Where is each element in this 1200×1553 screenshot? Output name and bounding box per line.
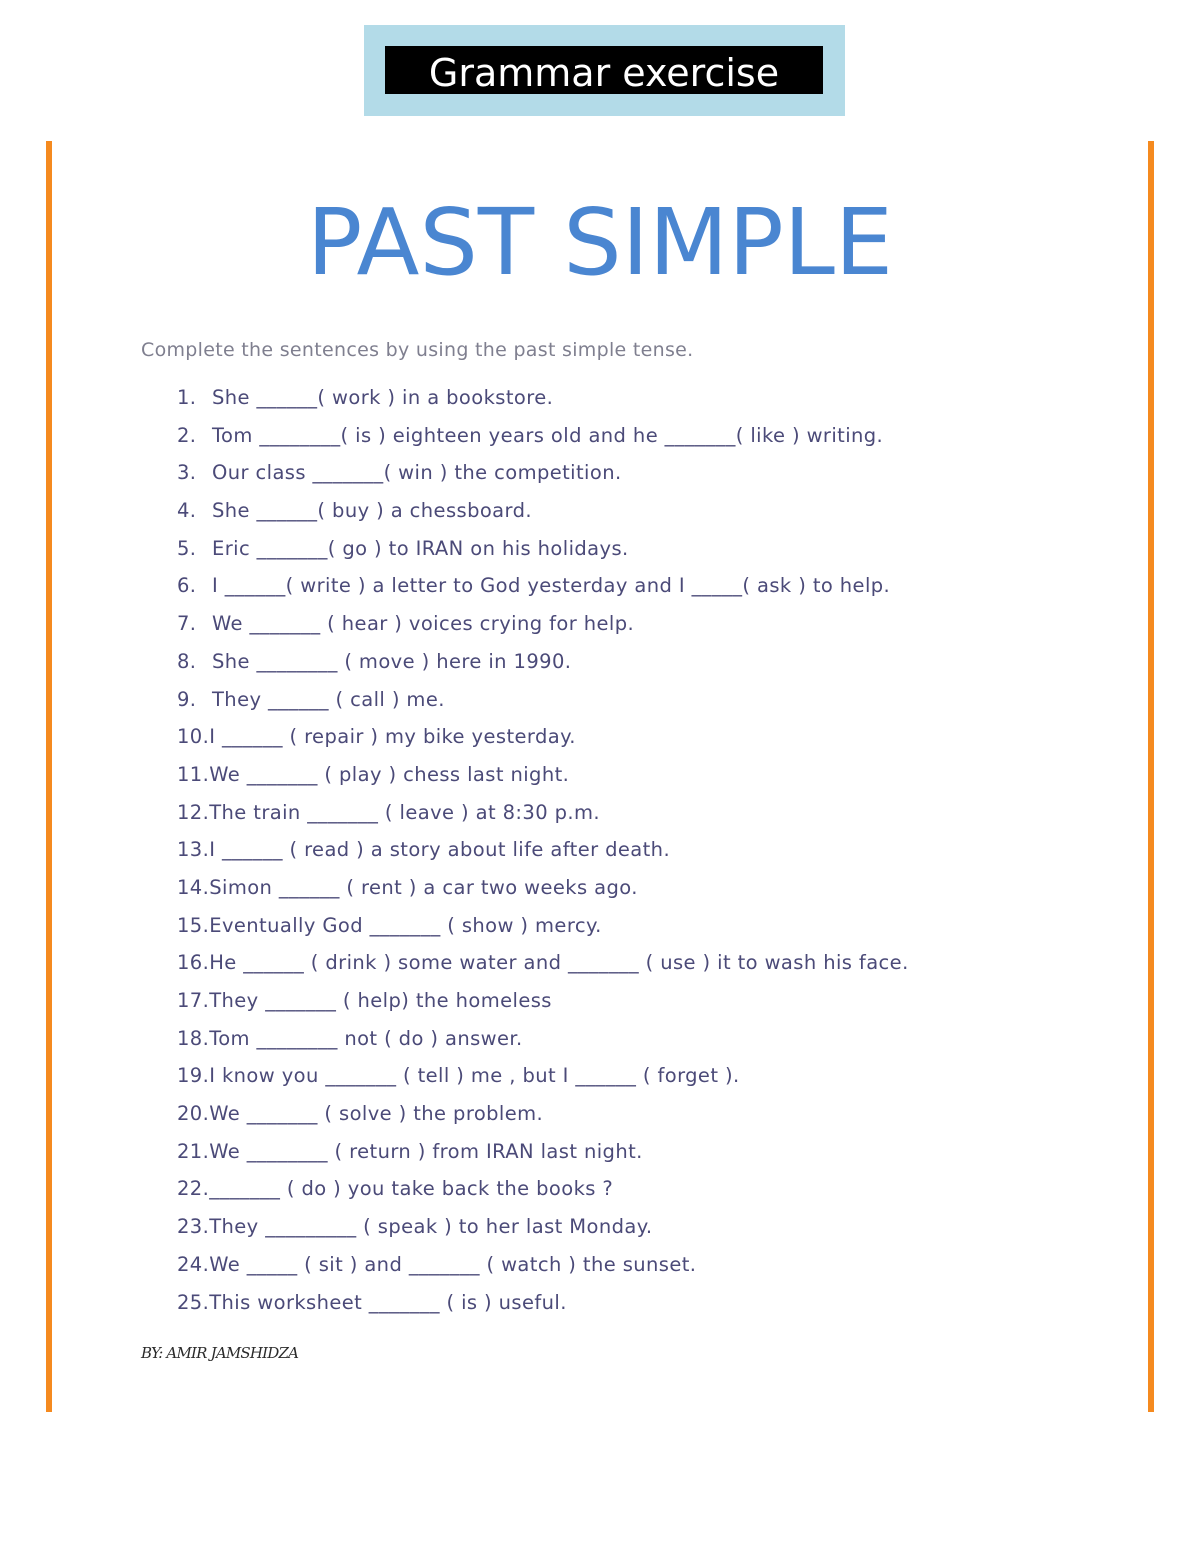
exercise-sentence: Eventually God _______ ( show ) mercy. bbox=[209, 913, 602, 937]
exercise-sentence: Tom ________ not ( do ) answer. bbox=[209, 1026, 523, 1050]
exercise-item bbox=[177, 1174, 909, 1212]
exercise-sentence: Eric _______( go ) to IRAN on his holidays. bbox=[212, 536, 629, 560]
left-border-line bbox=[46, 141, 52, 1412]
exercise-sentence: Tom ________( is ) eighteen years old and he _______( like ) writing. bbox=[212, 423, 884, 447]
exercise-sentence: We _______ ( hear ) voices crying for help. bbox=[212, 612, 635, 636]
exercise-number: 25. bbox=[177, 1290, 210, 1314]
exercise-item bbox=[177, 873, 909, 911]
exercise-sentence: The train _______ ( leave ) at 8:30 p.m. bbox=[209, 800, 600, 824]
exercise-item bbox=[177, 798, 909, 836]
exercise-number: 19. bbox=[177, 1064, 210, 1088]
exercise-sentence: We _______ ( play ) chess last night. bbox=[209, 762, 570, 786]
exercise-number: 8. bbox=[177, 649, 197, 673]
exercise-sentence: They ______ ( call ) me. bbox=[212, 687, 445, 711]
exercise-number: 7. bbox=[177, 612, 197, 636]
exercise-list bbox=[177, 383, 909, 1325]
exercise-sentence: She ______( buy ) a chessboard. bbox=[212, 499, 532, 523]
exercise-item bbox=[177, 571, 909, 609]
exercise-number: 11. bbox=[177, 762, 210, 786]
exercise-sentence: I ______ ( read ) a story about life after death. bbox=[209, 838, 671, 862]
exercise-item bbox=[177, 496, 909, 534]
exercise-sentence: _______ ( do ) you take back the books ? bbox=[209, 1177, 614, 1201]
exercise-item bbox=[177, 760, 909, 798]
exercise-item bbox=[177, 1212, 909, 1250]
exercise-number: 1. bbox=[177, 386, 197, 409]
exercise-item bbox=[177, 986, 909, 1024]
exercise-sentence: She ______( work ) in a bookstore. bbox=[212, 386, 554, 409]
exercise-number: 10. bbox=[177, 725, 210, 749]
exercise-sentence: I ______( write ) a letter to God yesterday and I _____( ask ) to help. bbox=[212, 574, 891, 598]
exercise-number: 16. bbox=[177, 951, 210, 975]
exercise-item bbox=[177, 458, 909, 496]
exercise-item bbox=[177, 1250, 909, 1288]
exercise-item bbox=[177, 1099, 909, 1137]
exercise-number: 3. bbox=[177, 461, 197, 485]
exercise-item bbox=[177, 1061, 909, 1099]
exercise-number: 15. bbox=[177, 913, 210, 937]
exercise-number: 20. bbox=[177, 1102, 210, 1126]
header-title: Grammar exercise bbox=[385, 46, 823, 94]
exercise-item bbox=[177, 609, 909, 647]
exercise-item bbox=[177, 722, 909, 760]
exercise-number: 5. bbox=[177, 536, 197, 560]
exercise-number: 17. bbox=[177, 989, 210, 1012]
exercise-sentence: They _________ ( speak ) to her last Monday. bbox=[209, 1215, 653, 1239]
exercise-sentence: Our class _______( win ) the competition. bbox=[212, 461, 622, 485]
exercise-item bbox=[177, 647, 909, 685]
exercise-sentence: This worksheet _______ ( is ) useful. bbox=[209, 1290, 567, 1314]
exercise-item bbox=[177, 383, 909, 421]
exercise-number: 22. bbox=[177, 1177, 210, 1201]
exercise-sentence: I know you _______ ( tell ) me , but I ______ ( forget ). bbox=[209, 1064, 740, 1088]
exercise-number: 4. bbox=[177, 499, 197, 523]
exercise-number: 24. bbox=[177, 1252, 210, 1276]
exercise-number: 18. bbox=[177, 1026, 210, 1050]
exercise-number: 2. bbox=[177, 423, 197, 447]
author-signature: BY: AMIR JAMSHIDZA bbox=[141, 1344, 299, 1362]
exercise-item bbox=[177, 1024, 909, 1062]
exercise-item bbox=[177, 534, 909, 572]
exercise-item bbox=[177, 911, 909, 949]
exercise-item bbox=[177, 1137, 909, 1175]
exercise-sentence: We _______ ( solve ) the problem. bbox=[209, 1102, 544, 1126]
exercise-sentence: They _______ ( help) the homeless bbox=[209, 989, 552, 1012]
exercise-item bbox=[177, 421, 909, 459]
exercise-number: 12. bbox=[177, 800, 210, 824]
exercise-item bbox=[177, 948, 909, 986]
exercise-sentence: We _____ ( sit ) and _______ ( watch ) the sunset. bbox=[209, 1252, 697, 1276]
exercise-item bbox=[177, 1288, 909, 1326]
page-title: PAST SIMPLE bbox=[306, 189, 894, 296]
exercise-number: 13. bbox=[177, 838, 210, 862]
exercise-sentence: He ______ ( drink ) some water and _______ ( use ) it to wash his face. bbox=[209, 951, 909, 975]
exercise-item bbox=[177, 685, 909, 723]
instructions-text: Complete the sentences by using the past simple tense. bbox=[141, 339, 694, 361]
exercise-number: 14. bbox=[177, 875, 210, 899]
exercise-number: 23. bbox=[177, 1215, 210, 1239]
exercise-number: 6. bbox=[177, 574, 197, 598]
exercise-sentence: We ________ ( return ) from IRAN last night. bbox=[209, 1139, 643, 1163]
exercise-sentence: I ______ ( repair ) my bike yesterday. bbox=[209, 725, 576, 749]
exercise-number: 21. bbox=[177, 1139, 210, 1163]
exercise-sentence: She ________ ( move ) here in 1990. bbox=[212, 649, 572, 673]
exercise-item bbox=[177, 835, 909, 873]
exercise-sentence: Simon ______ ( rent ) a car two weeks ago. bbox=[209, 875, 638, 899]
exercise-number: 9. bbox=[177, 687, 197, 711]
right-border-line bbox=[1148, 141, 1154, 1412]
